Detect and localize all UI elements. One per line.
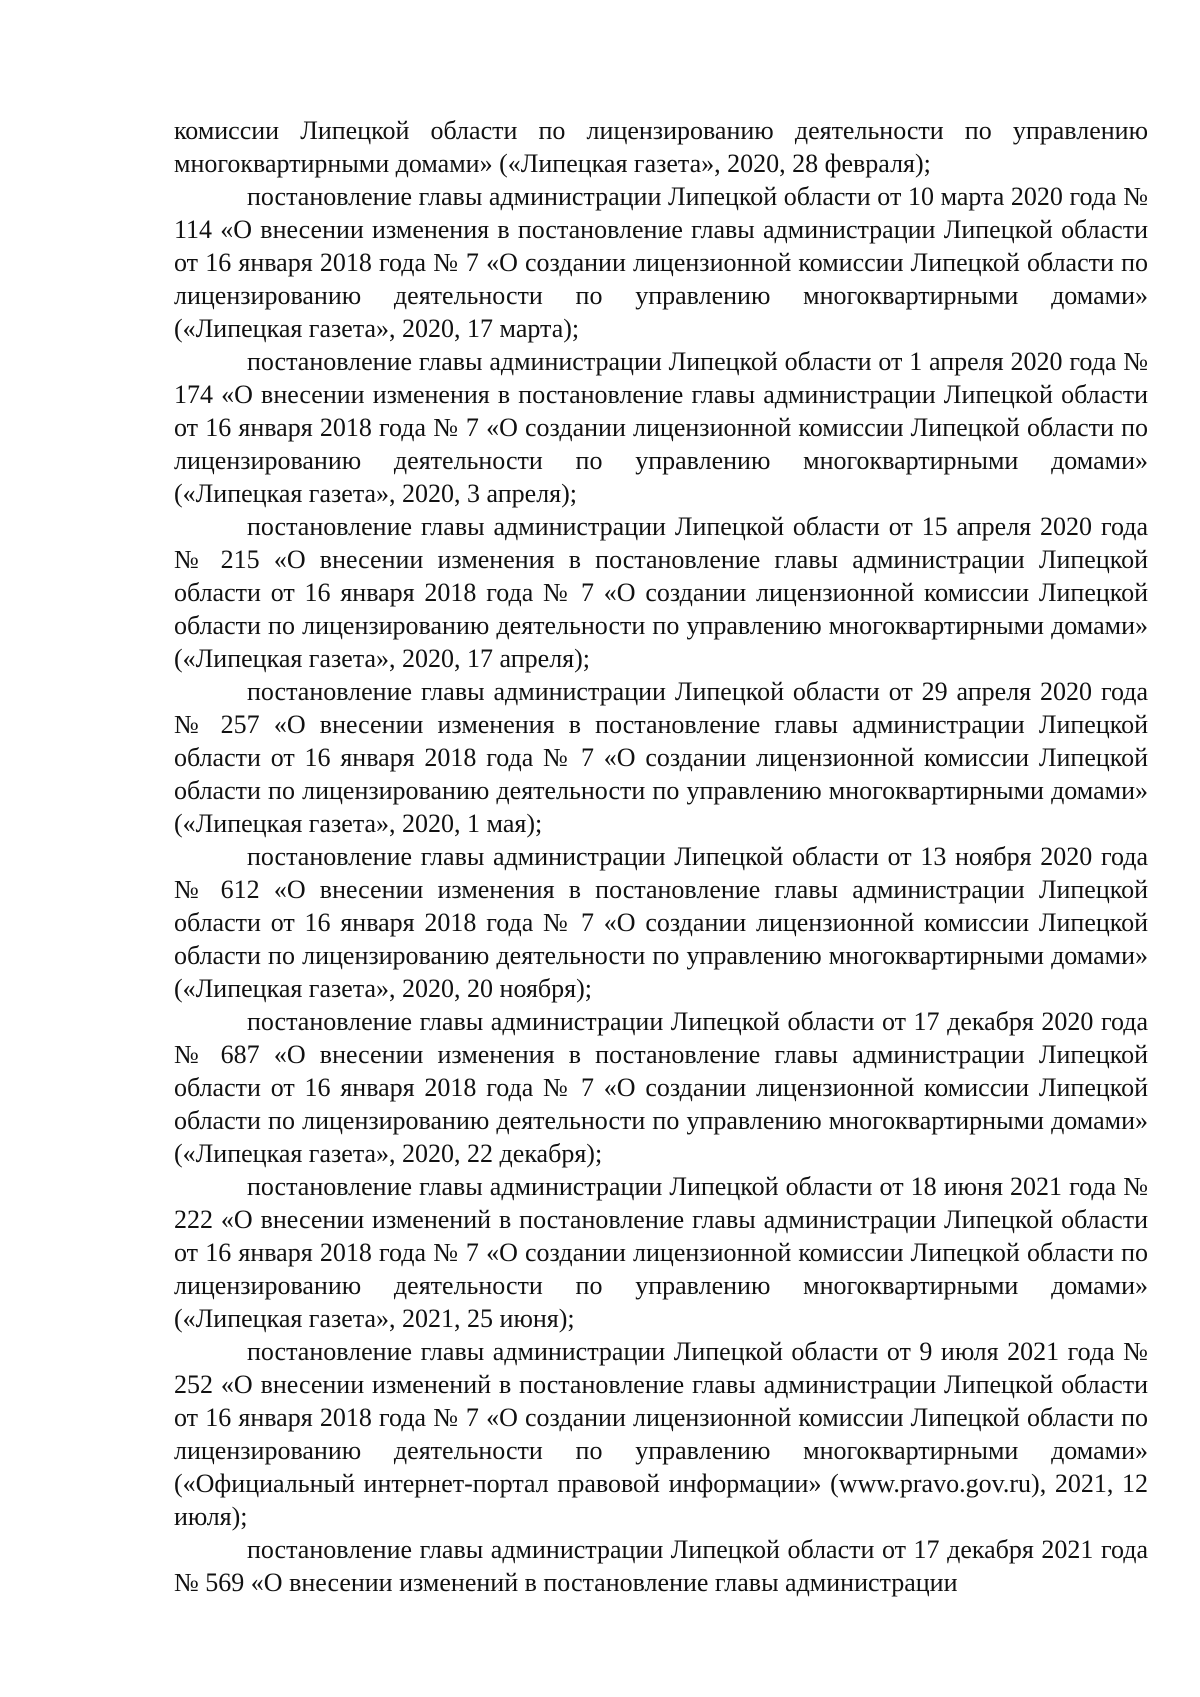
paragraph-decree-257: постановление главы администрации Липецкой области от 29 апреля 2020 года № 257 «О внесении изменения в постановление главы администрации Липецкой области от 16 января 2018 года № 7 «О создании лицензионной комиссии Липецкой области по лицензированию деятельности по управлению многоквартирными домами» («Липецкая газета», 2020, 1 мая); <box>174 677 1148 838</box>
paragraph-decree-222: постановление главы администрации Липецкой области от 18 июня 2021 года № 222 «О внесении изменений в постановление главы администрации Липецкой области от 16 января 2018 года № 7 «О создании лицензионной комиссии Липецкой области по лицензированию деятельности по управлению многоквартирными домами» («Липецкая газета», 2021, 25 июня); <box>174 1172 1148 1333</box>
paragraph-decree-612: постановление главы администрации Липецкой области от 13 ноября 2020 года № 612 «О внесении изменения в постановление главы администрации Липецкой области от 16 января 2018 года № 7 «О создании лицензионной комиссии Липецкой области по лицензированию деятельности по управлению многоквартирными домами» («Липецкая газета», 2020, 20 ноября); <box>174 842 1148 1003</box>
paragraph-decree-687: постановление главы администрации Липецкой области от 17 декабря 2020 года № 687 «О внесении изменения в постановление главы администрации Липецкой области от 16 января 2018 года № 7 «О создании лицензионной комиссии Липецкой области по лицензированию деятельности по управлению многоквартирными домами» («Липецкая газета», 2020, 22 декабря); <box>174 1007 1148 1168</box>
paragraph-decree-252: постановление главы администрации Липецкой области от 9 июля 2021 года № 252 «О внесении изменений в постановление главы администрации Липецкой области от 16 января 2018 года № 7 «О создании лицензионной комиссии Липецкой области по лицензированию деятельности по управлению многоквартирными домами» («Официальный интернет-портал правовой информации» (www.pravo.gov.ru), 2021, 12 июля); <box>174 1337 1148 1531</box>
paragraph-decree-174: постановление главы администрации Липецкой области от 1 апреля 2020 года № 174 «О внесении изменения в постановление главы администрации Липецкой области от 16 января 2018 года № 7 «О создании лицензионной комиссии Липецкой области по лицензированию деятельности по управлению многоквартирными домами» («Липецкая газета», 2020, 3 апреля); <box>174 347 1148 508</box>
paragraph-continuation: комиссии Липецкой области по лицензированию деятельности по управлению многоквартирными домами» («Липецкая газета», 2020, 28 февраля); <box>174 116 1148 178</box>
document-body <box>174 114 1148 1599</box>
paragraph-decree-569: постановление главы администрации Липецкой области от 17 декабря 2021 года № 569 «О внесении изменений в постановление главы администрации <box>174 1535 1148 1597</box>
paragraph-decree-215: постановление главы администрации Липецкой области от 15 апреля 2020 года № 215 «О внесении изменения в постановление главы администрации Липецкой области от 16 января 2018 года № 7 «О создании лицензионной комиссии Липецкой области по лицензированию деятельности по управлению многоквартирными домами» («Липецкая газета», 2020, 17 апреля); <box>174 512 1148 673</box>
paragraph-decree-114: постановление главы администрации Липецкой области от 10 марта 2020 года № 114 «О внесении изменения в постановление главы администрации Липецкой области от 16 января 2018 года № 7 «О создании лицензионной комиссии Липецкой области по лицензированию деятельности по управлению многоквартирными домами» («Липецкая газета», 2020, 17 марта); <box>174 182 1148 343</box>
